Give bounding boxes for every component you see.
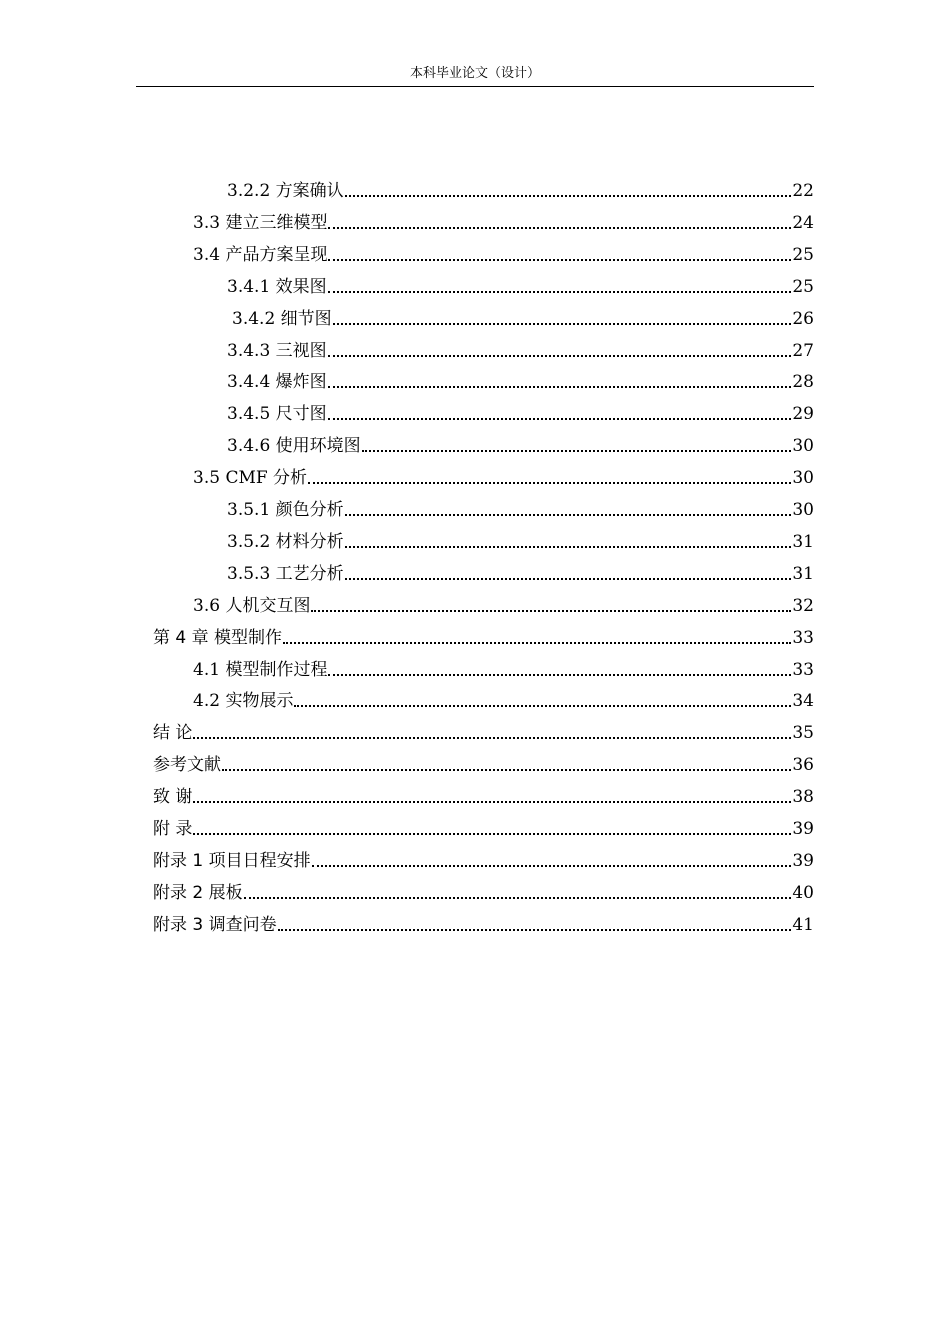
- toc-entry-title: 3.4.3 三视图: [227, 340, 327, 361]
- toc-entry-title: 4.1 模型制作过程: [193, 659, 328, 680]
- toc-entry-page: 33: [792, 659, 814, 680]
- toc-entry-title: 参考文献: [153, 755, 221, 776]
- toc-entry-page: 30: [792, 500, 814, 520]
- toc-entry[interactable]: [227, 170, 814, 202]
- toc-entry-page: 36: [792, 755, 814, 776]
- toc-dot-leader: [328, 259, 791, 261]
- toc-entry-title: 3.4.5 尺寸图: [227, 404, 327, 425]
- toc-entry[interactable]: [193, 234, 814, 266]
- toc-entry-title: 附录 2 展板: [153, 882, 243, 903]
- toc-entry[interactable]: [153, 776, 814, 808]
- toc-entry[interactable]: [153, 840, 814, 872]
- toc-entry-page: 24: [792, 212, 814, 233]
- toc-dot-leader: [345, 514, 792, 516]
- toc-entry-title: 3.5.3 工艺分析: [227, 563, 344, 584]
- toc-entry-title: 3.3 建立三维模型: [193, 212, 328, 233]
- toc-entry-page: 27: [792, 340, 814, 361]
- toc-dot-leader: [345, 546, 792, 548]
- toc-dot-leader: [328, 291, 792, 293]
- toc-dot-leader: [333, 323, 792, 325]
- toc-entry-title: 第 4 章 模型制作: [153, 627, 283, 648]
- toc-entry-title: 3.5.2 材料分析: [227, 531, 344, 552]
- toc-entry-title: 3.2.2 方案确认: [227, 181, 344, 201]
- toc-entry-page: 31: [792, 563, 814, 584]
- toc-entry[interactable]: [227, 425, 814, 457]
- toc-dot-leader: [362, 450, 792, 452]
- toc-entry[interactable]: [227, 266, 814, 298]
- toc-entry-page: 29: [792, 404, 814, 425]
- toc-entry[interactable]: [153, 617, 814, 649]
- toc-entry[interactable]: [227, 521, 814, 553]
- toc-entry[interactable]: [153, 904, 814, 936]
- toc-entry-title: 3.5.1 颜色分析: [227, 500, 344, 520]
- toc-entry-page: 22: [792, 181, 814, 201]
- toc-entry-page: 31: [792, 531, 814, 552]
- toc-dot-leader: [311, 610, 791, 612]
- toc-dot-leader: [328, 227, 791, 229]
- toc-entry-title: 4.2 实物展示: [193, 691, 294, 712]
- toc-entry-page: 41: [792, 914, 814, 935]
- toc-dot-leader: [222, 769, 791, 771]
- toc-entry-page: 35: [792, 723, 814, 744]
- toc-dot-leader: [312, 865, 792, 867]
- toc-dot-leader: [328, 418, 792, 420]
- toc-entry-title: 附录 1 项目日程安排: [153, 850, 311, 871]
- toc-entry-page: 28: [792, 372, 814, 393]
- toc-dot-leader: [193, 833, 791, 835]
- page-header: 本科毕业论文（设计）: [409, 66, 540, 81]
- toc-entry[interactable]: [227, 361, 814, 393]
- header-rule: [136, 86, 814, 87]
- toc-dot-leader: [328, 355, 792, 357]
- toc-entry-page: 25: [792, 244, 814, 265]
- toc-entry-title: 3.4.2 细节图: [232, 308, 332, 329]
- toc-entry-title: 3.4 产品方案呈现: [193, 244, 328, 265]
- toc-dot-leader: [328, 386, 792, 388]
- toc-entry[interactable]: [153, 872, 814, 904]
- toc-entry-page: 39: [792, 819, 814, 839]
- toc-dot-leader: [278, 929, 792, 931]
- toc-entry-page: 38: [792, 787, 814, 808]
- toc-entry[interactable]: [193, 457, 814, 489]
- toc-entry[interactable]: [193, 585, 814, 617]
- toc-entry[interactable]: [227, 330, 814, 362]
- toc-dot-leader: [294, 705, 791, 707]
- toc-dot-leader: [308, 482, 791, 484]
- toc-dot-leader: [193, 801, 791, 803]
- toc-entry-title: 3.4.1 效果图: [227, 276, 327, 297]
- toc-entry-title: 附 录: [153, 819, 193, 839]
- toc-entry[interactable]: [227, 489, 814, 521]
- toc-entry-title: 致 谢: [153, 787, 193, 808]
- toc-entry-page: 26: [792, 308, 814, 329]
- toc-entry-page: 34: [792, 691, 814, 712]
- toc-entry-page: 33: [792, 627, 814, 648]
- toc-entry[interactable]: [193, 680, 814, 712]
- toc-entry-page: 40: [792, 882, 814, 903]
- toc-entry-page: 32: [792, 595, 814, 616]
- toc-entry[interactable]: [227, 553, 814, 585]
- toc-entry-title: 结 论: [153, 723, 193, 744]
- toc-entry-page: 39: [792, 850, 814, 871]
- toc-entry-title: 3.4.6 使用环境图: [227, 436, 361, 457]
- toc-dot-leader: [244, 897, 792, 899]
- toc-dot-leader: [193, 737, 791, 739]
- toc-entry[interactable]: [193, 649, 814, 681]
- toc-dot-leader: [345, 195, 792, 197]
- toc-entry[interactable]: [153, 712, 814, 744]
- toc-entry-title: 附录 3 调查问卷: [153, 914, 277, 935]
- toc-entry-page: 25: [792, 276, 814, 297]
- toc-entry[interactable]: [232, 298, 814, 330]
- toc-entry-title: 3.4.4 爆炸图: [227, 372, 327, 393]
- toc-dot-leader: [328, 674, 791, 676]
- toc-entry-page: 30: [792, 468, 814, 489]
- toc-dot-leader: [345, 578, 792, 580]
- toc-dot-leader: [283, 642, 791, 644]
- toc-entry[interactable]: [153, 808, 814, 840]
- toc-entry[interactable]: [227, 393, 814, 425]
- toc-entry[interactable]: [193, 202, 814, 234]
- toc-entry-title: 3.5 CMF 分析: [193, 468, 308, 489]
- toc-entry-title: 3.6 人机交互图: [193, 595, 311, 616]
- toc-entry-page: 30: [792, 436, 814, 457]
- toc-entry[interactable]: [153, 744, 814, 776]
